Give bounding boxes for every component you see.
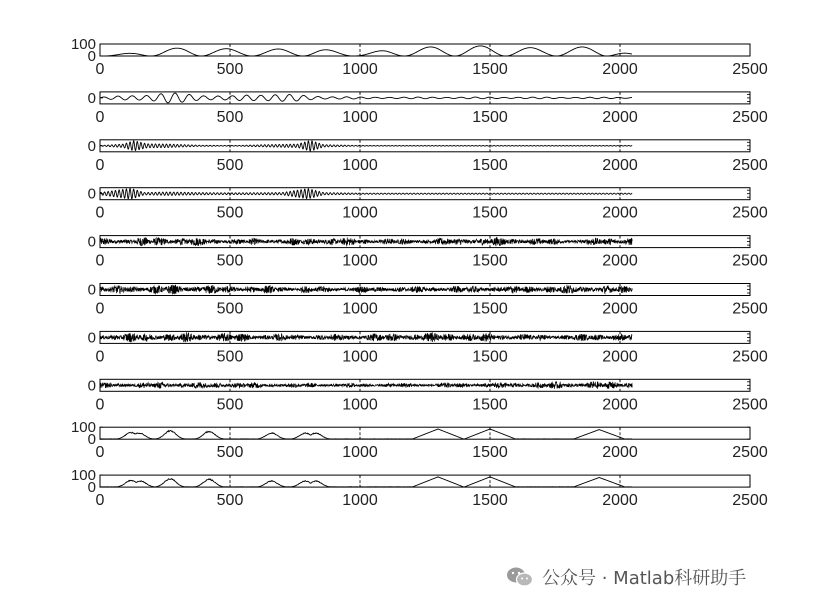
x-tick-label: 2000 xyxy=(602,252,638,270)
x-tick-label: 500 xyxy=(216,252,244,270)
x-tick-label: 2000 xyxy=(602,61,638,78)
x-tick-label: 1000 xyxy=(342,348,378,366)
x-tick-label: 1500 xyxy=(472,492,508,510)
subplot-4 xyxy=(88,186,768,222)
subplot-3 xyxy=(88,138,768,174)
x-tick-label: 2500 xyxy=(732,300,768,318)
x-tick-label: 1000 xyxy=(342,61,378,78)
x-tick-label: 2500 xyxy=(732,61,768,78)
x-tick-label: 2500 xyxy=(732,252,768,270)
watermark-text: 公众号 · Matlab科研助手 xyxy=(542,568,747,589)
x-tick-label: 500 xyxy=(216,61,244,78)
x-tick-label: 1000 xyxy=(342,204,378,222)
x-tick-label: 1000 xyxy=(342,396,378,414)
x-tick-label: 2500 xyxy=(732,156,768,174)
axes-box xyxy=(100,427,750,439)
x-tick-label: 1000 xyxy=(342,252,378,270)
subplot-2 xyxy=(88,90,768,126)
x-tick-label: 1500 xyxy=(472,108,508,126)
y-tick-label: 0 xyxy=(87,329,96,347)
subplot-6 xyxy=(88,282,768,318)
subplot-10 xyxy=(71,467,768,509)
y-tick-label: 0 xyxy=(87,185,96,203)
x-tick-label: 1000 xyxy=(342,300,378,318)
x-tick-label: 500 xyxy=(216,204,244,222)
x-tick-label: 2000 xyxy=(602,204,638,222)
x-tick-label: 1500 xyxy=(472,396,508,414)
x-tick-label: 2500 xyxy=(732,204,768,222)
x-tick-label: 0 xyxy=(95,156,105,174)
subplot-9 xyxy=(71,419,768,461)
x-tick-label: 0 xyxy=(95,61,105,78)
axes-box xyxy=(100,188,750,200)
wechat-icon xyxy=(506,566,534,588)
y-tick-label: 100 xyxy=(70,467,96,485)
x-tick-label: 1500 xyxy=(472,348,508,366)
x-tick-label: 500 xyxy=(216,348,244,366)
x-tick-label: 0 xyxy=(95,252,105,270)
y-tick-label: 0 xyxy=(87,431,96,449)
x-tick-label: 500 xyxy=(216,108,244,126)
x-tick-label: 2500 xyxy=(732,396,768,414)
y-tick-label: 0 xyxy=(87,233,96,251)
x-tick-label: 0 xyxy=(95,204,105,222)
y-tick-label: 0 xyxy=(87,281,96,299)
x-tick-label: 1500 xyxy=(472,444,508,462)
x-tick-label: 1000 xyxy=(342,156,378,174)
axes-box xyxy=(100,475,750,487)
x-tick-label: 500 xyxy=(216,156,244,174)
subplot-5 xyxy=(88,234,768,270)
x-tick-label: 0 xyxy=(95,348,105,366)
x-tick-label: 500 xyxy=(216,300,244,318)
x-tick-label: 1500 xyxy=(472,61,508,78)
y-tick-label: 0 xyxy=(87,137,96,155)
x-tick-label: 2000 xyxy=(602,156,638,174)
x-tick-label: 2500 xyxy=(732,492,768,510)
x-tick-label: 0 xyxy=(95,492,105,510)
x-tick-label: 2000 xyxy=(602,492,638,510)
x-tick-label: 1500 xyxy=(472,204,508,222)
y-tick-label: 100 xyxy=(70,36,96,53)
x-tick-label: 0 xyxy=(95,444,105,462)
subplot-1 xyxy=(71,36,768,78)
y-tick-label: 100 xyxy=(70,419,96,437)
y-tick-label: 0 xyxy=(87,377,96,395)
x-tick-label: 2000 xyxy=(602,348,638,366)
x-tick-label: 2500 xyxy=(732,348,768,366)
x-tick-label: 0 xyxy=(95,300,105,318)
x-tick-label: 1000 xyxy=(342,108,378,126)
y-tick-label: 0 xyxy=(87,89,96,107)
x-tick-label: 500 xyxy=(216,396,244,414)
x-tick-label: 2000 xyxy=(602,444,638,462)
watermark xyxy=(506,564,746,590)
x-tick-label: 1000 xyxy=(342,492,378,510)
x-tick-label: 2500 xyxy=(732,444,768,462)
y-tick-label: 0 xyxy=(87,48,96,65)
axes-box xyxy=(100,92,750,104)
x-tick-label: 1500 xyxy=(472,156,508,174)
x-tick-label: 0 xyxy=(95,108,105,126)
axes-box xyxy=(100,44,750,56)
y-tick-label: 0 xyxy=(87,479,96,497)
x-tick-label: 2000 xyxy=(602,108,638,126)
subplot-7 xyxy=(88,329,768,365)
x-tick-label: 2000 xyxy=(602,396,638,414)
subplot-8 xyxy=(88,377,768,413)
x-tick-label: 1000 xyxy=(342,444,378,462)
x-tick-label: 500 xyxy=(216,444,244,462)
x-tick-label: 0 xyxy=(95,396,105,414)
x-tick-label: 1500 xyxy=(472,252,508,270)
x-tick-label: 2500 xyxy=(732,108,768,126)
x-tick-label: 1500 xyxy=(472,300,508,318)
x-tick-label: 2000 xyxy=(602,300,638,318)
x-tick-label: 500 xyxy=(216,492,244,510)
